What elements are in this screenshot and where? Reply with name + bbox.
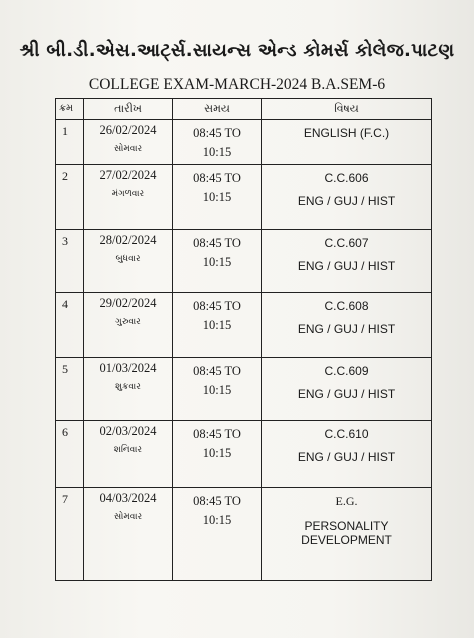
exam-date: 28/02/2024 bbox=[99, 233, 157, 247]
exam-day: બુધવાર bbox=[115, 254, 141, 264]
table-row bbox=[56, 358, 432, 421]
exam-day: શુક્રવાર bbox=[115, 382, 141, 392]
exam-title: COLLEGE EXAM-MARCH-2024 B.A.SEM-6 bbox=[88, 76, 386, 93]
date-cell bbox=[84, 293, 173, 358]
exam-date: 01/03/2024 bbox=[99, 361, 157, 375]
exam-date: 26/02/2024 bbox=[99, 123, 157, 137]
time-cell bbox=[173, 230, 262, 293]
date-cell bbox=[84, 230, 173, 293]
time-to: 10:15 bbox=[202, 446, 232, 460]
subject-line2: ENG / GUJ / HIST bbox=[297, 387, 396, 401]
subject-line2: ENG / GUJ / HIST bbox=[297, 322, 396, 336]
sr-cell: 5 bbox=[56, 358, 84, 421]
time-to: 10:15 bbox=[202, 318, 232, 332]
subject-cell bbox=[262, 165, 432, 230]
header-date: તારીખ bbox=[84, 99, 173, 120]
sr-cell: 7 bbox=[56, 488, 84, 581]
header-sr: ક્રમ bbox=[56, 99, 84, 120]
table-row bbox=[56, 293, 432, 358]
subject-cell bbox=[262, 488, 432, 581]
subject-line2: PERSONALITY bbox=[304, 519, 389, 533]
exam-day: શનિવાર bbox=[113, 445, 143, 455]
subject-cell bbox=[262, 120, 432, 165]
exam-date: 04/03/2024 bbox=[99, 491, 157, 505]
header-subject: વિષય bbox=[262, 99, 432, 120]
time-to: 10:15 bbox=[202, 190, 232, 204]
table-row bbox=[56, 230, 432, 293]
sr-cell: 4 bbox=[56, 293, 84, 358]
time-from: 08:45 TO bbox=[193, 171, 241, 185]
date-cell bbox=[84, 120, 173, 165]
exam-day: સોમવાર bbox=[113, 144, 143, 154]
date-cell bbox=[84, 488, 173, 581]
time-cell bbox=[173, 488, 262, 581]
table-row bbox=[56, 488, 432, 581]
college-name: શ્રી બી.ડી.એસ.આર્ટ્સ.સાયન્સ એન્ડ કોમર્સ કોલેજ.પાટણ bbox=[19, 40, 455, 61]
exam-day: સોમવાર bbox=[113, 512, 143, 522]
subject-line1: C.C.610 bbox=[324, 427, 369, 441]
time-from: 08:45 TO bbox=[193, 494, 241, 508]
table-row bbox=[56, 120, 432, 165]
sr-cell: 3 bbox=[56, 230, 84, 293]
time-from: 08:45 TO bbox=[193, 364, 241, 378]
subject-cell bbox=[262, 358, 432, 421]
date-cell bbox=[84, 358, 173, 421]
sr-cell: 6 bbox=[56, 421, 84, 488]
time-cell bbox=[173, 358, 262, 421]
time-from: 08:45 TO bbox=[193, 236, 241, 250]
exam-date: 02/03/2024 bbox=[99, 424, 157, 438]
subject-line2: ENG / GUJ / HIST bbox=[297, 194, 396, 208]
exam-schedule-table bbox=[55, 98, 432, 581]
time-cell bbox=[173, 293, 262, 358]
subject-line1: C.C.608 bbox=[324, 299, 369, 313]
subject-line2: ENG / GUJ / HIST bbox=[297, 259, 396, 273]
exam-day: મંગળવાર bbox=[111, 189, 145, 199]
time-cell bbox=[173, 421, 262, 488]
subject-line1: C.C.606 bbox=[324, 171, 369, 185]
subject-line1: ENGLISH (F.C.) bbox=[303, 126, 390, 140]
table-row bbox=[56, 421, 432, 488]
subject-line3: DEVELOPMENT bbox=[301, 533, 392, 547]
exam-date: 29/02/2024 bbox=[99, 296, 157, 310]
header-time: સમય bbox=[173, 99, 262, 120]
table-header-row bbox=[56, 99, 432, 120]
subject-line1: C.C.609 bbox=[324, 364, 369, 378]
time-to: 10:15 bbox=[202, 513, 232, 527]
table-row bbox=[56, 165, 432, 230]
subject-cell bbox=[262, 421, 432, 488]
exam-day: ગુરુવાર bbox=[115, 317, 141, 327]
time-from: 08:45 TO bbox=[193, 427, 241, 441]
sr-cell: 2 bbox=[56, 165, 84, 230]
subject-line1: C.C.607 bbox=[324, 236, 369, 250]
time-cell bbox=[173, 165, 262, 230]
time-from: 08:45 TO bbox=[193, 299, 241, 313]
time-from: 08:45 TO bbox=[193, 126, 241, 140]
time-cell bbox=[173, 120, 262, 165]
time-to: 10:15 bbox=[202, 255, 232, 269]
sr-cell: 1 bbox=[56, 120, 84, 165]
date-cell bbox=[84, 421, 173, 488]
time-to: 10:15 bbox=[202, 383, 232, 397]
subject-cell bbox=[262, 230, 432, 293]
exam-date: 27/02/2024 bbox=[99, 168, 157, 182]
subject-line2: ENG / GUJ / HIST bbox=[297, 450, 396, 464]
date-cell bbox=[84, 165, 173, 230]
subject-cell bbox=[262, 293, 432, 358]
subject-line1: E.G. bbox=[335, 494, 358, 508]
time-to: 10:15 bbox=[202, 145, 232, 159]
